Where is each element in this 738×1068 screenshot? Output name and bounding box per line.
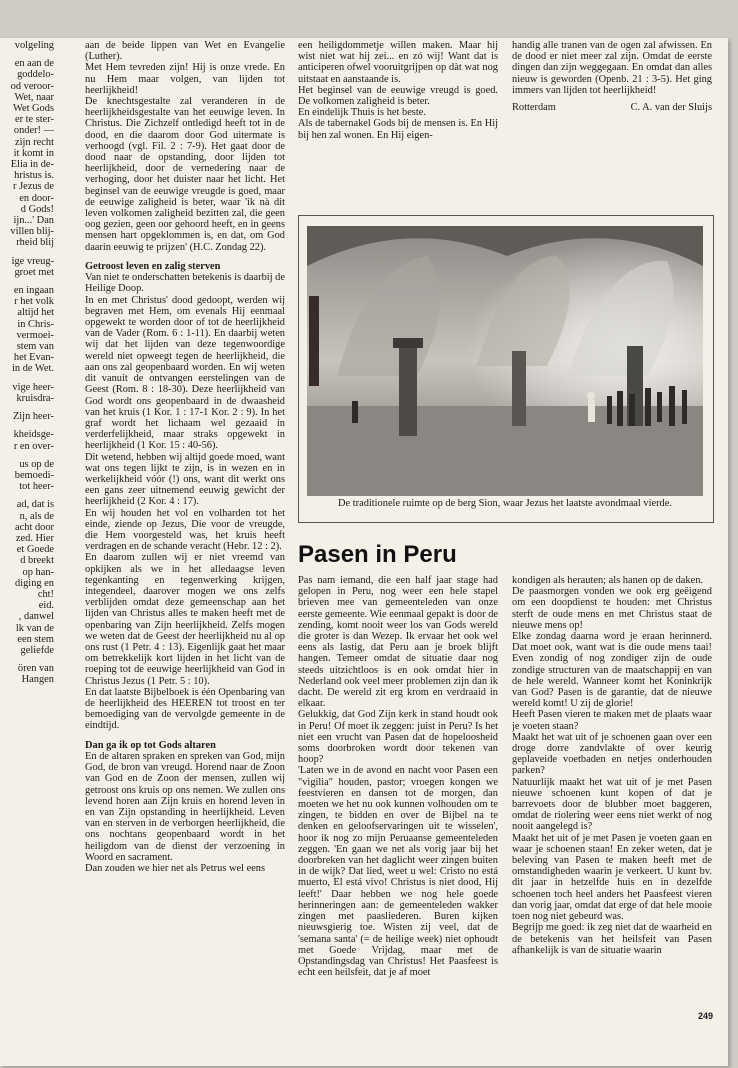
cut-text-line: n, als de	[19, 510, 54, 522]
column-2	[298, 40, 498, 141]
paragraph: 'Laten we in de avond en nacht voor Pasen een "vigilia" houden, pastor; vroegen kongen we feestvieren en dansen tot de morgen, dan moeten we het nu ook kunnen volhouden om te zingen, te bidden en over de Bijbel na te denken en geloofservaringen uit te wisselen', hoor ik nog zo mijn Peruaanse gemeenteleden zeggen. 'En gaan we net als vorig jaar bij het doorbreken van het daglicht weer zingen buiten in de wijk? Dat lied, weet u wel: Cristo no está muerto, El está vivo! Christus is niet dood, Hij leeft!' Daar hebben we nog hele goede herinneringen aan: de gemeenteleden wakker zingen met paasliederen. Buren kijken nieuwsgierig toe. Wisten zij veel, dat de 'semana santa' (= de heilige week) niet ophoudt met Goede Vrijdag, maar met de Opstandingsdag van Christus! Het Paasfeest is echt een heilsfeit, dat je af moet	[298, 765, 498, 979]
cut-text-line: geliefde	[20, 644, 54, 656]
paragraph: En dat laatste Bijbelboek is één Openbaring van de heerlijkheid des HEEREN tot troost en ter bemoediging van de vervolgde gemeente in de eindtijd.	[85, 686, 285, 732]
cut-text-line: zijn recht	[15, 136, 54, 148]
cut-text-line: et Goede	[16, 544, 54, 556]
cut-text-line: er te ster-	[14, 114, 54, 126]
cut-text-line: vige heer-	[12, 381, 54, 393]
cut-text-line: het Evan-	[13, 352, 54, 364]
cut-text-line: vermoei-	[16, 329, 54, 341]
paragraph: Het beginsel van de eeuwige vreugd is goed. De volkomen zaligheid is beter.	[298, 84, 498, 108]
cut-text-line: en aan de	[14, 58, 54, 70]
cut-text-line: kheidsge-	[13, 429, 54, 441]
cut-text-line: groet met	[14, 266, 54, 278]
cut-text-line: ige vreug-	[11, 255, 54, 267]
signature-place: Rotterdam	[512, 102, 556, 114]
cut-text-line: cht!	[37, 588, 54, 600]
cut-text-line: tot heer-	[19, 481, 54, 493]
cut-text-line: eid.	[38, 600, 54, 612]
cut-text-line: villen blij-	[10, 226, 54, 238]
cut-text-line: od veroor-	[10, 80, 54, 92]
cut-text-line: bemoedi-	[14, 469, 54, 481]
cut-text-line: op han-	[22, 566, 54, 578]
paragraph: Elke zondag daarna word je eraan herinnerd. Dat moet ook, want wat is die oude mens taai! Even zondig of nog zondiger zijn de oude zondige structuren van de maatschappij en van de hele wereld. Wanneer komt het Koninkrijk van God? Pasen is de garantie, dat de nieuwe wereld komt! U zij de glorie!	[512, 631, 712, 710]
cut-text-line: stem van	[16, 341, 54, 353]
section-heading: Dan ga ik op tot Gods altaren	[85, 739, 216, 751]
paragraph: Dan zouden we hier net als Petrus wel eens	[85, 863, 266, 875]
photo-frame	[298, 215, 714, 523]
cut-text-line: r Jezus de	[13, 181, 54, 193]
cut-text-line: ad, dat is	[16, 499, 54, 511]
paragraph: Maakt het uit of je met Pasen je voeten gaan en waar je schoenen staan! En zeker weten, dat je beleving van Pasen te maken heeft met de omstandigheden waarin je verkeert. U kunt bv. dit jaar in hetzelfde huis en in dezelfde schoenen toch heel anders het Paasfeest vieren dan vorig jaar, omdat dat erge of dat hele mooie toen nog niet gebeurd was.	[512, 832, 712, 923]
cut-text-line	[0, 249, 54, 256]
cut-text-line: r en over-	[13, 440, 54, 452]
paragraph: aan de beide lippen van Wet en Evangelie (Luther).	[85, 40, 285, 63]
cut-text-line: Zijn heer-	[12, 411, 54, 423]
cut-text-line: zed. Hier	[15, 532, 54, 544]
paragraph: Pas nam iemand, die een half jaar stage had gelopen in Peru, nog weer een hele stapel brieven mee van gemeenteleden van onze eerste gemeente. Wie eenmaal gepakt is door de zending, komt nooit weer los van Gods wereld die groter is dan Wezep. Ik ervaar het ook wel eens als lastig, dat Peru aan je broek blijft hangen. Temeer omdat de situatie daar nog steeds uitzichtloos is en ook omdat hier in Nederland ook veel meer problemen zijn dan ik dacht. De wereld zit erg krom en verdraaid in elkaar.	[298, 575, 498, 710]
cut-text-line: r het volk	[14, 296, 54, 308]
cut-text-line	[0, 278, 54, 285]
section-heading: Getroost leven en zalig sterven	[85, 260, 221, 272]
signature-line	[512, 102, 712, 113]
cut-text-line: Wet Gods	[12, 103, 54, 115]
paragraph: Dit wetend, hebben wij altijd goede moed, want wat ons tegen lijkt te zijn, is in wezen en in werkelijkheid vóór (!) ons, want dit werkt ons een gans zeer uitnemend eeuwig gewicht der heerlijkheid (2 Kor. 4 : 17).	[85, 451, 285, 508]
cut-text-line: hristus is.	[14, 170, 54, 182]
cut-text-line: ören van	[17, 663, 54, 675]
cut-text-line: acht door	[15, 521, 54, 533]
cut-text-line: it komt in	[13, 147, 54, 159]
paragraph: Heeft Pasen vieren te maken met de plaats waar je voeten staan?	[512, 709, 712, 732]
paragraph: Van niet te onderschatten betekenis is daarbij de Heilige Doop.	[85, 272, 285, 295]
cut-text-line: , danwel	[18, 611, 54, 623]
cut-text-line: een stem	[17, 633, 54, 645]
article-column-2	[512, 575, 712, 1025]
cut-text-line: Hangen	[21, 674, 54, 686]
cut-text-line: d breekt	[20, 555, 54, 567]
cut-text-line: us op de	[19, 458, 54, 470]
cut-text-line: d Gods!	[20, 203, 54, 215]
paragraph: een heiligdommetje willen maken. Maar hij wist niet wat hij zei... en zó wij! Want dat is anticiperen ofwel vooruitgrijpen op dàt wat nog uitstaat en aanstaande is.	[298, 40, 498, 85]
cut-text-line	[0, 492, 54, 499]
cut-text-line: diging en	[15, 577, 54, 589]
cut-text-line: rheid blij	[16, 237, 54, 249]
column-1	[85, 40, 285, 1030]
cenacle-photo	[307, 226, 703, 496]
cut-text-line: en door-	[19, 192, 54, 204]
paragraph: In en met Christus' dood gedoopt, werden wij begraven met Hem, om evenals Hij eenmaal opgewekt te worden door of tot de heerlijkheid van de Vader (Rom. 6 : 1-11). En daarbij weten wij dat het lijden van deze tegenwoordige wereld niet opweegt tegen de heerlijkheid, die aan ons zal geopenbaard worden. En wij weten dit vanuit de ontvangen eerstelingen van de Geest (Rom. 8 : 18-30). Deze heerlijkheid van God wordt ons geopenbaard in de dwaasheid van het kruis (1 Kor. 1 : 17-1 Kor. 2 : 9). In het graf wordt het lichaam wel gezaaid in verderfelijkheid, maar straks opgewekt in heerlijkheid (1 Kor. 15 : 40-56).	[85, 294, 285, 452]
cut-text-line: in Chris-	[17, 318, 54, 330]
paragraph: Begrijp me goed: ik zeg niet dat de waarheid en de betekenis van het heilsfeit van Pasen afhankelijk is van de situatie waarin	[512, 922, 712, 956]
cut-text-line	[0, 656, 54, 663]
paragraph: En wij houden het vol en volharden tot het einde, ziende op Jezus, Die voor de vreugde, die Hem voorgesteld was, het kruis heeft verdragen en de schande veracht (Hebr. 12 : 2).	[85, 507, 285, 553]
paragraph: De knechtsgestalte zal veranderen in de heerlijkheidsgestalte van het eeuwige leven. In Christus. Die Zichzelf ontledigd heeft tot in de dood, en die daarom door God uitermate is verhoogd (vgl. Fil. 2 : 7-9). Het gaat door de dood naar de opstanding, door lijden tot heerlijkheid, door de vernedering naar de verhoging, door het duister naar het licht. Het beginsel van de eeuwige vreugde is goed, maar de eeuwige zaligheid is beter, waar 'ik nà dit leven volkomen zaligheid bezitten zal, die geen oog gezien, geen oor gehoord heeft, en in geens mensen hart opgeklommen is, en dat, om God daarin eeuwig te prijzen' (H.C. Zondag 22).	[85, 96, 285, 253]
paragraph: Maakt het wat uit of je schoenen gaan over een droge dorre zandvlakte of over keurig geplaveide voetbaden en netjes onderhouden parken?	[512, 731, 712, 777]
cut-text-line: lk van de	[15, 622, 54, 634]
cut-text-line: volgeling	[14, 40, 54, 51]
article-headline: Pasen in Peru	[298, 541, 457, 568]
cut-text-line: kruisdra-	[16, 392, 54, 404]
cut-text-line	[0, 452, 54, 459]
photo-caption: De traditionele ruimte op de berg Sion, waar Jezus het laatste avondmaal vierde.	[338, 498, 672, 509]
paragraph: En eindelijk Thuis is het beste.	[298, 107, 426, 119]
left-cut-column	[0, 40, 54, 686]
article-column-1	[298, 575, 498, 1025]
cut-text-line	[0, 422, 54, 429]
paragraph: En daarom zullen wij er niet vreemd van opkijken als we in het alledaagse leven tegenkanting en tegenwerking krijgen, integendeel, daarover mogen we ons zelfs verblijden omdat deze gemeenschap aan het lijden van Christus alles te maken heeft met de openbaring van Zijn heerlijkheid. Zelfs mogen we weten dat de Geest der heerlijkheid nu al op ons rust (1 Petr. 4 : 13). Eigenlijk gaat het maar om betrekkelijk kort lijden in het licht van de roeping tot de eeuwige heerlijkheid van God in Christus Jezus (1 Petr. 5 : 10).	[85, 552, 285, 687]
page-number: 249	[698, 1011, 714, 1021]
cut-text-line: ijn...' Dan	[13, 215, 54, 227]
cut-text-line: in de Wet.	[12, 363, 54, 375]
paragraph: Gelukkig, dat God Zijn kerk in stand houdt ook in Peru! Of moet ik zeggen: juist in Peru? Is het niet een vrucht van Pasen dat de hopeloosheid soms doorbroken wordt door tekenen van hoop?	[298, 709, 498, 766]
column-3	[512, 40, 712, 113]
signature-author: C. A. van der Sluijs	[630, 102, 712, 114]
cut-text-line	[0, 375, 54, 382]
cut-text-line: altijd het	[17, 307, 54, 319]
cut-text-line: goddelo-	[17, 69, 54, 81]
paragraph: Als de tabernakel Gods bij de mensen is. En Hij bij hen zal wonen. En Hij eigen-	[298, 118, 498, 141]
paragraph: Natuurlijk maakt het wat uit of je met Pasen nieuwe schoenen kunt kopen of dat je barrevoets door de blubber moet baggeren, omdat de riolering weer eens niet werkt of nog nooit aangelegd is?	[512, 776, 712, 833]
cut-text-line: Elia in de-	[10, 159, 54, 171]
cut-text-line	[0, 404, 54, 411]
paragraph: handig alle tranen van de ogen zal afwissen. En de dood er niet meer zal zijn. Omdat de eerste dingen dan zijn weggegaan. En omdat dan alles nieuw is geworden (Openb. 21 : 3-5). Het ging immers van lijden tot heerlijkheid!	[512, 40, 712, 96]
paragraph: kondigen als herauten; als hanen op de daken.	[512, 575, 704, 586]
cut-text-line: en ingaan	[13, 285, 54, 297]
paragraph: En de altaren spraken en spreken van God, mijn God, de bron van vreugd. Horend naar de Zoon van God en de Zoon der mensen, zullen wij getroost ons kruis op ons nemen. We zullen ons levend horen aan Zijn kruis en horend leven in en van Zijn opstanding in heerlijkheid. Leven van en sterven in de verborgen heerlijkheid, die ons nochtans geopenbaard wordt in het heiligdom van de dienst der verzoening in Woord en sacrament.	[85, 751, 285, 863]
cut-text-line: Wet, naar	[14, 91, 54, 103]
cut-text-line: onder! —	[13, 125, 54, 137]
paragraph: De paasmorgen vonden we ook erg geëigend om een doopdienst te houden: met Christus sterft de oude mens en met Christus staat de nieuwe mens op!	[512, 586, 712, 631]
paragraph: Met Hem tevreden zijn! Hij is onze vrede. En nu Hem maar volgen, van lijden tot heerlijkheid!	[85, 62, 285, 96]
cut-text-line	[0, 51, 54, 58]
